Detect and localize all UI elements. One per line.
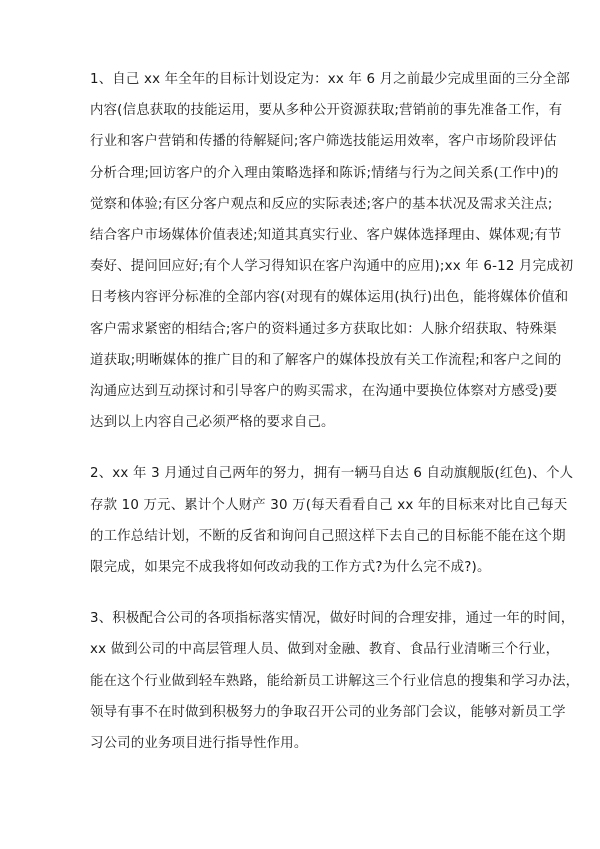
text-line: 能在这个行业做到轻车熟路，能给新员工讲解这三个行业信息的搜集和学习办法， [90,673,580,689]
text-line: 2、xx 年 3 月通过自己两年的努力，拥有一辆马自达 6 自动旗舰版(红色)、个人 [90,466,574,482]
text-line: 习公司的业务项目进行指导性作用。 [90,736,308,752]
paragraph-1 [90,64,574,438]
text-line: 1、自己 xx 年全年的目标计划设定为：xx 年 6 月之前最少完成里面的三分全部 [90,72,570,87]
paragraph-2 [90,458,574,583]
text-line: 觉察和体验;有区分客户观点和反应的实际表述;客户的基本状况及需求关注点; [90,196,553,212]
text-line: 沟通应达到互动探讨和引导客户的购买需求，在沟通中要换位体察对方感受)要 [90,384,558,400]
text-line: 客户需求紧密的相结合;客户的资料通过多方获取比如：人脉介绍获取、特殊渠 [90,321,557,337]
text-line: 存款 10 万元、累计个人财产 30 万(每天看看自己 xx 年的目标来对比自己每天 [90,497,568,513]
text-line: 内容(信息获取的技能运用，要从多种公开资源获取;营销前的事先准备工作，有 [90,103,563,119]
text-line: 行业和客户营销和传播的待解疑问;客户筛选技能运用效率，客户市场阶段评估 [90,134,557,150]
text-line: 分析合理;回访客户的介入理由策略选择和陈诉;情绪与行为之间关系(工作中)的 [90,165,559,181]
text-line: 领导有事不在时做到积极努力的争取召开公司的业务部门会议，能够对新员工学 [90,704,566,720]
text-line: 道获取;明晰媒体的推广目的和了解客户的媒体投放有关工作流程;和客户之间的 [90,352,562,368]
text-line: 结合客户市场媒体价值表述;知道其真实行业、客户媒体选择理由、媒体观;有节 [90,228,562,244]
text-line: 奏好、提问回应好;有个人学习得知识在客户沟通中的应用);xx 年 6-12 月完成初 [90,259,574,275]
text-line: 限完成，如果完不成我将如何改动我的工作方式?为什么完不成?)。 [90,560,491,576]
paragraph-3 [90,603,580,759]
text-line: xx 做到公司的中高层管理人员、做到对金融、教育、食品行业清晰三个行业， [90,642,560,658]
text-line: 的工作总结计划，不断的反省和询问自己照这样下去自己的目标能不能在这个期 [90,528,566,544]
text-line: 3、积极配合公司的各项指标落实情况，做好时间的合理安排，通过一年的时间， [90,611,575,627]
text-line: 日考核内容评分标准的全部内容(对现有的媒体运用(执行)出色，能将媒体价值和 [90,290,569,306]
text-line: 达到以上内容自己必须严格的要求自己。 [90,415,335,431]
